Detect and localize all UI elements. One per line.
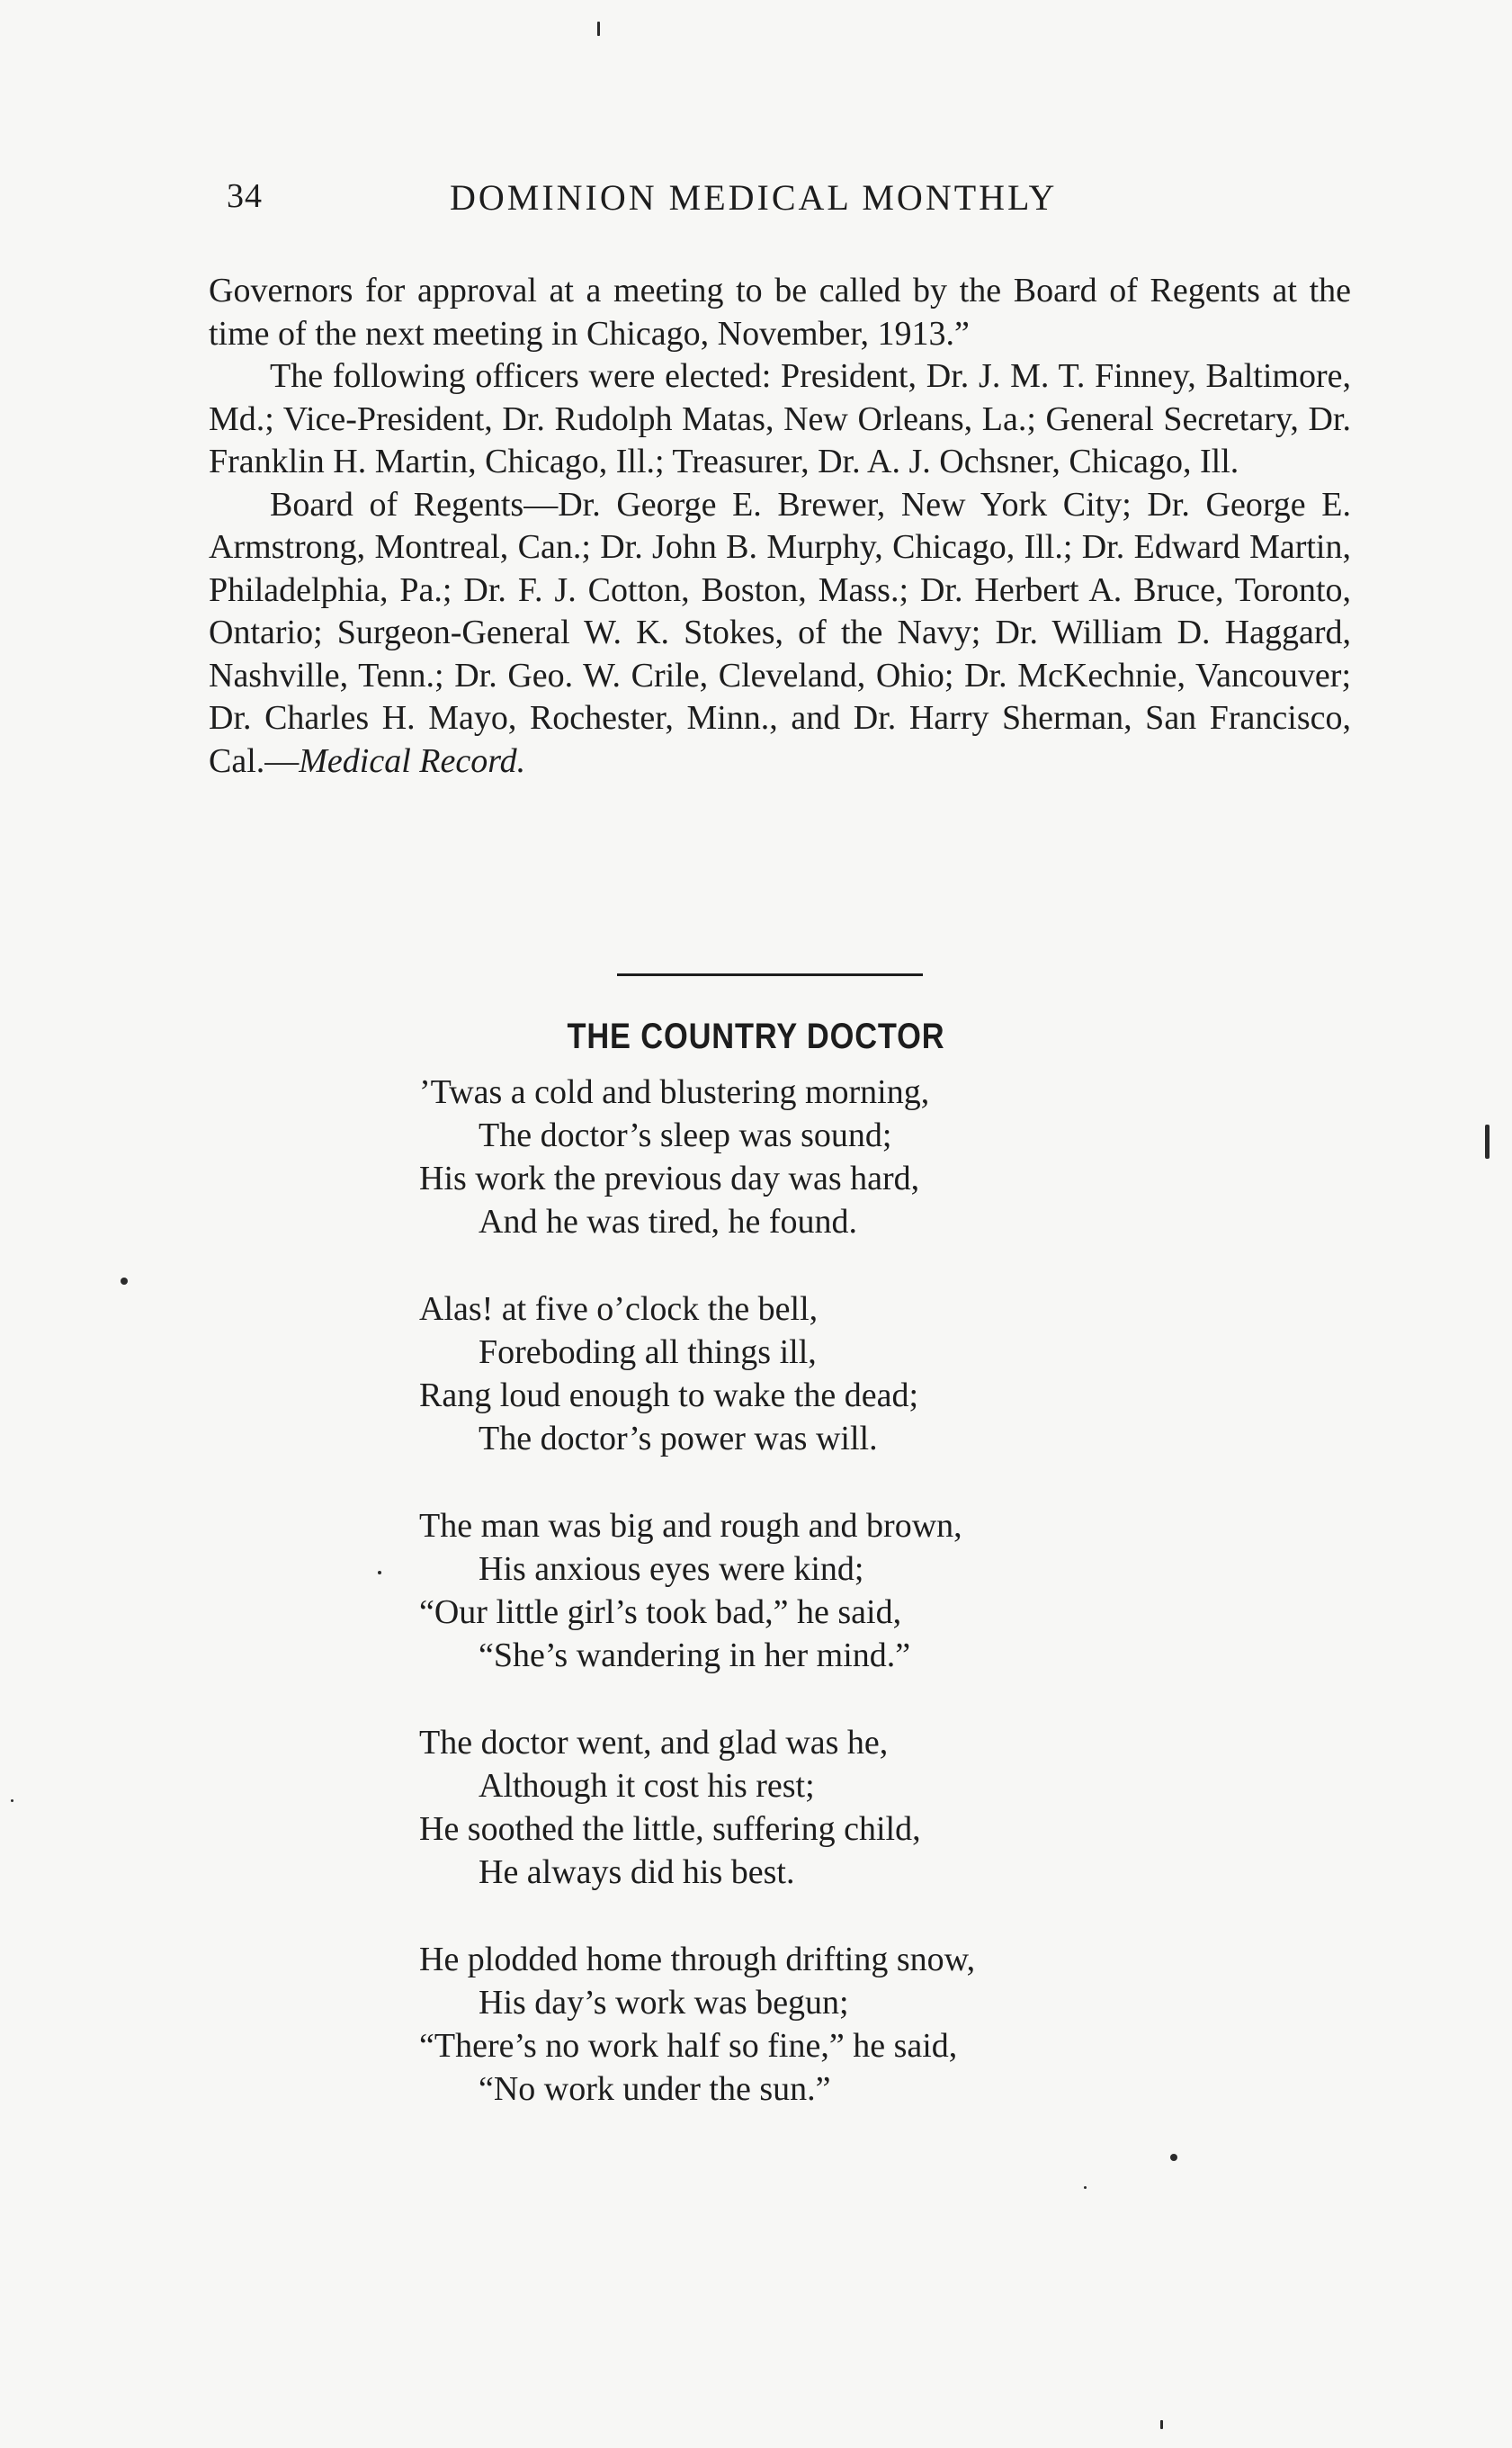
poem-line: The doctor’s sleep was sound; xyxy=(479,1116,892,1154)
source-citation: Medical Record. xyxy=(299,741,526,780)
poem-line: His anxious eyes were kind; xyxy=(479,1550,864,1588)
stanza xyxy=(419,1721,1229,1894)
section-divider xyxy=(617,973,923,976)
scan-speck xyxy=(11,1799,13,1802)
running-head: DOMINION MEDICAL MONTHLY xyxy=(450,177,1058,218)
poem xyxy=(419,1071,1229,2155)
scan-speck xyxy=(378,1571,381,1574)
scan-speck xyxy=(1485,1125,1490,1159)
poem-line: Rang loud enough to wake the dead; xyxy=(419,1376,919,1414)
poem-line: The man was big and rough and brown, xyxy=(419,1507,962,1545)
poem-line: He plodded home through drifting snow, xyxy=(419,1941,976,1978)
poem-line: Foreboding all things ill, xyxy=(479,1333,817,1371)
poem-line: He always did his best. xyxy=(479,1853,795,1891)
poem-line: Although it cost his rest; xyxy=(479,1767,815,1805)
page-number: 34 xyxy=(227,177,263,215)
poem-line: “No work under the sun.” xyxy=(479,2070,831,2108)
poem-line: His day’s work was begun; xyxy=(479,1984,849,2022)
poem-line: The doctor went, and glad was he, xyxy=(419,1724,889,1762)
stanza xyxy=(419,1071,1229,1243)
paragraph-continuation: Governors for approval at a meeting to be called by the Board of Regents at the time of the next meeting in Chicago, November, 1913.” xyxy=(209,272,1351,353)
poem-title: THE COUNTRY DOCTOR xyxy=(567,1017,945,1056)
stanza xyxy=(419,1504,1229,1677)
scan-speck xyxy=(1084,2186,1087,2189)
poem-line: “She’s wandering in her mind.” xyxy=(479,1636,911,1674)
poem-line: “Our little girl’s took bad,” he said, xyxy=(419,1593,902,1631)
stanza xyxy=(419,1938,1229,2111)
scan-speck xyxy=(597,22,600,36)
poem-line: His work the previous day was hard, xyxy=(419,1160,920,1197)
paragraph-regents xyxy=(209,484,1351,784)
regents-text: Board of Regents—Dr. George E. Brewer, New York City; Dr. George E. Armstrong, Montreal, Can.; Dr. John B. Murphy, Chicago, Ill.; Dr. Edward Martin, Philadelphia, Pa.; Dr. F. J. Cotton, Boston, Mass.; Dr. Herbert A. Bruce, Toronto, Ontario; Surgeon-General W. K. Stokes, of the Navy; Dr. William D. Haggard, Nashville, Tenn.; Dr. Geo. W. Crile, Cleveland, Ohio; Dr. McKechnie, Vancouver; Dr. Charles H. Mayo, Rochester, Minn., and Dr. Harry Sherman, San Francisco, Cal.— xyxy=(209,485,1351,780)
page-header xyxy=(227,176,1360,230)
poem-line: “There’s no work half so fine,” he said, xyxy=(419,2027,958,2065)
scan-speck xyxy=(1160,2420,1163,2429)
scan-speck xyxy=(1170,2154,1177,2161)
poem-line: ’Twas a cold and blustering morning, xyxy=(419,1073,930,1111)
stanza xyxy=(419,1287,1229,1460)
poem-line: And he was tired, he found. xyxy=(479,1203,858,1241)
paragraph-officers: The following officers were elected: President, Dr. J. M. T. Finney, Baltimore, Md.; Vice-President, Dr. Rudolph Matas, New Orleans, La.; General Secretary, Dr. Franklin H. Martin, Chicago, Ill.; Treasurer, Dr. A. J. Ochsner, Chicago, Ill. xyxy=(209,357,1351,480)
poem-line: He soothed the little, suffering child, xyxy=(419,1810,921,1848)
scan-speck xyxy=(121,1278,128,1285)
article-text xyxy=(209,270,1351,783)
poem-line: Alas! at five o’clock the bell, xyxy=(419,1290,819,1328)
poem-line: The doctor’s power was will. xyxy=(479,1420,878,1457)
